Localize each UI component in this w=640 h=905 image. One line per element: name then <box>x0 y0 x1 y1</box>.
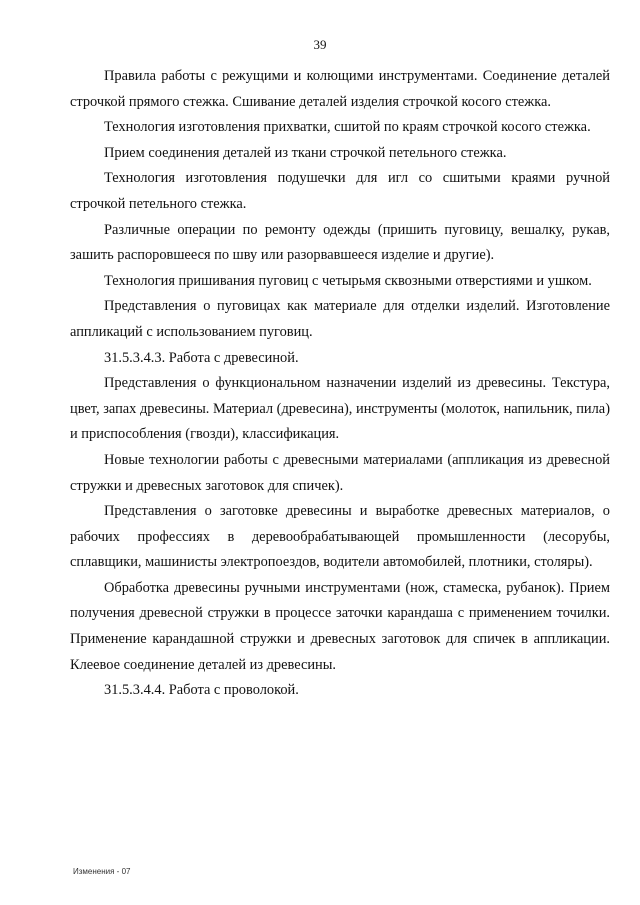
paragraph: Обработка древесины ручными инструментами (нож, стамеска, рубанок). Прием получения древесной стружки в процессе заточки карандаша с применением точилки. Применение карандашной стружки и древесных заготовок для спичек в аппликации. Клеевое соединение деталей из древесины. <box>70 579 610 673</box>
paragraph: Представления о пуговицах как материале для отделки изделий. Изготовление аппликаций с использованием пуговиц. <box>70 298 610 340</box>
section-heading: 31.5.3.4.4. Работа с проволокой. <box>104 682 299 699</box>
section-heading: 31.5.3.4.3. Работа с древесиной. <box>104 349 299 366</box>
paragraph: Технология изготовления прихватки, сшитой по краям строчкой косого стежка. <box>104 119 591 136</box>
document-body <box>70 64 610 704</box>
paragraph: Представления о функциональном назначении изделий из древесины. Текстура, цвет, запах древесины. Материал (древесина), инструменты (молоток, напильник, пила) и приспособления (гвозди), классификация. <box>70 375 610 443</box>
paragraph: Представления о заготовке древесины и выработке древесных материалов, о рабочих профессиях в деревообрабатывающей промышленности (лесорубы, сплавщики, машинисты электропоездов, водители автомобилей, плотники, столяры). <box>70 503 610 571</box>
paragraph: Правила работы с режущими и колющими инструментами. Соединение деталей строчкой прямого стежка. Сшивание деталей изделия строчкой косого стежка. <box>70 68 610 110</box>
paragraph: Прием соединения деталей из ткани строчкой петельного стежка. <box>104 144 507 161</box>
paragraph: Технология изготовления подушечки для игл со сшитыми краями ручной строчкой петельного стежка. <box>70 170 610 212</box>
paragraph: Технология пришивания пуговиц с четырьмя сквозными отверстиями и ушком. <box>104 272 592 289</box>
paragraph: Новые технологии работы с древесными материалами (аппликация из древесной стружки и древесных заготовок для спичек). <box>70 451 610 494</box>
paragraph: Различные операции по ремонту одежды (пришить пуговицу, вешалку, рукав, зашить распоровшееся по шву или разорвавшееся изделие и другие). <box>70 221 610 264</box>
page-number: 39 <box>313 37 327 52</box>
revision-footer: Изменения - 07 <box>73 867 131 876</box>
